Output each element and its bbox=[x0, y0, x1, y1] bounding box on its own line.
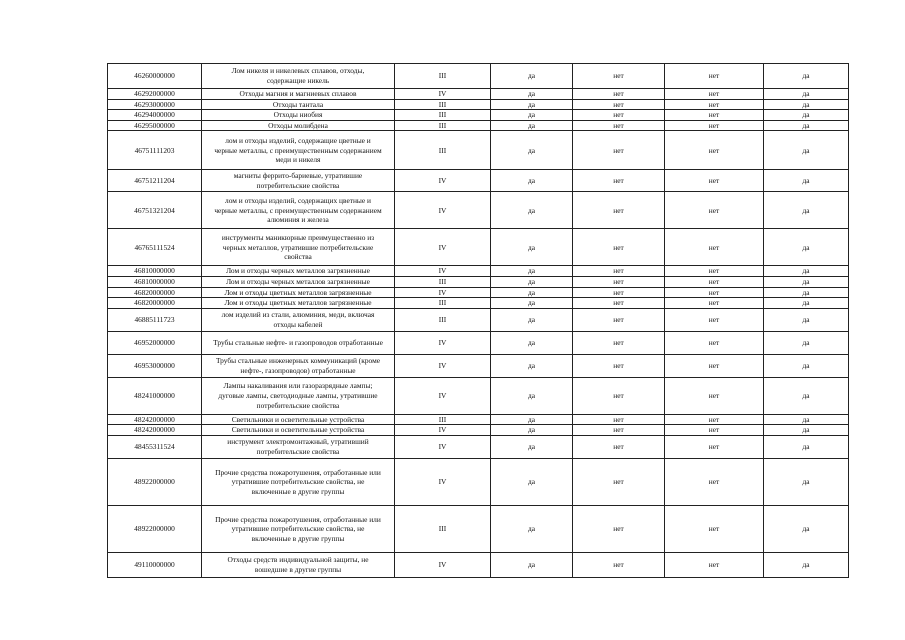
col4-cell: да bbox=[491, 64, 573, 89]
waste-code-cell: 46820000000 bbox=[108, 298, 202, 309]
waste-code-cell: 46751211204 bbox=[108, 170, 202, 192]
table-row bbox=[108, 425, 849, 436]
waste-code-cell: 46293000000 bbox=[108, 99, 202, 110]
col5-cell: нет bbox=[573, 458, 665, 505]
waste-name-cell: Лом и отходы цветных металлов загрязненные bbox=[202, 287, 395, 298]
hazard-class-cell: III bbox=[395, 99, 491, 110]
hazard-class-cell: III bbox=[395, 131, 491, 170]
col6-cell: нет bbox=[665, 266, 764, 277]
table-row bbox=[108, 99, 849, 110]
col6-cell: нет bbox=[665, 89, 764, 100]
col7-cell: да bbox=[764, 331, 849, 354]
waste-code-cell: 46820000000 bbox=[108, 287, 202, 298]
waste-name-cell: Светильники и осветительные устройства bbox=[202, 414, 395, 425]
hazard-class-cell: IV bbox=[395, 266, 491, 277]
col7-cell: да bbox=[764, 64, 849, 89]
waste-name-cell: Отходы тантала bbox=[202, 99, 395, 110]
col4-cell: да bbox=[491, 458, 573, 505]
col6-cell: нет bbox=[665, 99, 764, 110]
hazard-class-cell: IV bbox=[395, 89, 491, 100]
col5-cell: нет bbox=[573, 425, 665, 436]
col7-cell: да bbox=[764, 298, 849, 309]
col6-cell: нет bbox=[665, 192, 764, 229]
hazard-class-cell: III bbox=[395, 120, 491, 131]
waste-name-cell: Трубы стальные нефте- и газопроводов отработанные bbox=[202, 331, 395, 354]
waste-code-cell: 46810000000 bbox=[108, 276, 202, 287]
waste-code-cell: 48241000000 bbox=[108, 377, 202, 414]
col4-cell: да bbox=[491, 99, 573, 110]
col4-cell: да bbox=[491, 110, 573, 121]
col4-cell: да bbox=[491, 276, 573, 287]
col4-cell: да bbox=[491, 425, 573, 436]
table-row bbox=[108, 229, 849, 266]
col6-cell: нет bbox=[665, 552, 764, 577]
waste-code-cell: 46765111524 bbox=[108, 229, 202, 266]
waste-codes-table bbox=[107, 63, 849, 578]
col4-cell: да bbox=[491, 170, 573, 192]
waste-name-cell: Лом и отходы черных металлов загрязненные bbox=[202, 266, 395, 277]
col7-cell: да bbox=[764, 99, 849, 110]
col7-cell: да bbox=[764, 287, 849, 298]
table-row bbox=[108, 298, 849, 309]
col6-cell: нет bbox=[665, 458, 764, 505]
waste-name-cell: Лом никеля и никелевых сплавов, отходы, содержащие никель bbox=[202, 64, 395, 89]
hazard-class-cell: III bbox=[395, 110, 491, 121]
col7-cell: да bbox=[764, 120, 849, 131]
table-row bbox=[108, 120, 849, 131]
col5-cell: нет bbox=[573, 266, 665, 277]
col5-cell: нет bbox=[573, 64, 665, 89]
col7-cell: да bbox=[764, 435, 849, 458]
table-row bbox=[108, 131, 849, 170]
col5-cell: нет bbox=[573, 110, 665, 121]
waste-name-cell: Трубы стальные инженерных коммуникаций (кроме нефте-, газопроводов) отработанные bbox=[202, 354, 395, 377]
col4-cell: да bbox=[491, 377, 573, 414]
col7-cell: да bbox=[764, 229, 849, 266]
waste-name-cell: Отходы ниобия bbox=[202, 110, 395, 121]
waste-name-cell: лом и отходы изделий, содержащие цветные и черные металлы, с преимущественным содержанием меди и никеля bbox=[202, 131, 395, 170]
col4-cell: да bbox=[491, 266, 573, 277]
col6-cell: нет bbox=[665, 131, 764, 170]
col5-cell: нет bbox=[573, 120, 665, 131]
col7-cell: да bbox=[764, 458, 849, 505]
col7-cell: да bbox=[764, 377, 849, 414]
col7-cell: да bbox=[764, 276, 849, 287]
col7-cell: да bbox=[764, 425, 849, 436]
col4-cell: да bbox=[491, 131, 573, 170]
col5-cell: нет bbox=[573, 552, 665, 577]
col6-cell: нет bbox=[665, 229, 764, 266]
hazard-class-cell: IV bbox=[395, 435, 491, 458]
table-row bbox=[108, 89, 849, 100]
waste-code-cell: 48922000000 bbox=[108, 505, 202, 552]
waste-name-cell: Лом и отходы черных металлов загрязненные bbox=[202, 276, 395, 287]
col4-cell: да bbox=[491, 414, 573, 425]
col4-cell: да bbox=[491, 435, 573, 458]
col5-cell: нет bbox=[573, 229, 665, 266]
hazard-class-cell: IV bbox=[395, 552, 491, 577]
col5-cell: нет bbox=[573, 276, 665, 287]
col5-cell: нет bbox=[573, 435, 665, 458]
waste-code-cell: 49110000000 bbox=[108, 552, 202, 577]
hazard-class-cell: III bbox=[395, 414, 491, 425]
col4-cell: да bbox=[491, 229, 573, 266]
col7-cell: да bbox=[764, 414, 849, 425]
table-row bbox=[108, 377, 849, 414]
col6-cell: нет bbox=[665, 414, 764, 425]
hazard-class-cell: III bbox=[395, 308, 491, 331]
col4-cell: да bbox=[491, 505, 573, 552]
col4-cell: да bbox=[491, 331, 573, 354]
col7-cell: да bbox=[764, 192, 849, 229]
waste-code-cell: 46294000000 bbox=[108, 110, 202, 121]
waste-code-cell: 48922000000 bbox=[108, 458, 202, 505]
table-row bbox=[108, 435, 849, 458]
col4-cell: да bbox=[491, 120, 573, 131]
hazard-class-cell: IV bbox=[395, 170, 491, 192]
hazard-class-cell: III bbox=[395, 64, 491, 89]
waste-code-cell: 48242000000 bbox=[108, 414, 202, 425]
hazard-class-cell: IV bbox=[395, 287, 491, 298]
waste-name-cell: инструмент электромонтажный, утративший потребительские свойства bbox=[202, 435, 395, 458]
hazard-class-cell: III bbox=[395, 298, 491, 309]
waste-name-cell: Отходы молибдена bbox=[202, 120, 395, 131]
hazard-class-cell: III bbox=[395, 276, 491, 287]
col7-cell: да bbox=[764, 354, 849, 377]
col6-cell: нет bbox=[665, 505, 764, 552]
col6-cell: нет bbox=[665, 298, 764, 309]
col7-cell: да bbox=[764, 131, 849, 170]
waste-code-cell: 46751321204 bbox=[108, 192, 202, 229]
waste-name-cell: лом изделий из стали, алюминия, меди, включая отходы кабелей bbox=[202, 308, 395, 331]
table-row bbox=[108, 354, 849, 377]
col6-cell: нет bbox=[665, 354, 764, 377]
waste-name-cell: Отходы магния и магниевых сплавов bbox=[202, 89, 395, 100]
hazard-class-cell: III bbox=[395, 505, 491, 552]
table-row bbox=[108, 266, 849, 277]
col6-cell: нет bbox=[665, 64, 764, 89]
waste-name-cell: Прочие средства пожаротушения, отработанные или утратившие потребительские свойства, не включенные в другие группы bbox=[202, 505, 395, 552]
waste-name-cell: Лампы накаливания или газоразрядные лампы; дуговые лампы, светодиодные лампы, утратившие потребительские свойства bbox=[202, 377, 395, 414]
waste-name-cell: Прочие средства пожаротушения, отработанные или утратившие потребительские свойства, не включенные в другие группы bbox=[202, 458, 395, 505]
hazard-class-cell: IV bbox=[395, 331, 491, 354]
col4-cell: да bbox=[491, 298, 573, 309]
table-row bbox=[108, 64, 849, 89]
col4-cell: да bbox=[491, 287, 573, 298]
col6-cell: нет bbox=[665, 331, 764, 354]
waste-name-cell: лом и отходы изделий, содержащих цветные и черные металлы, с преимущественным содержанием алюминия и железа bbox=[202, 192, 395, 229]
col4-cell: да bbox=[491, 192, 573, 229]
col7-cell: да bbox=[764, 308, 849, 331]
waste-name-cell: Светильники и осветительные устройства bbox=[202, 425, 395, 436]
col6-cell: нет bbox=[665, 120, 764, 131]
col6-cell: нет bbox=[665, 287, 764, 298]
col5-cell: нет bbox=[573, 331, 665, 354]
col5-cell: нет bbox=[573, 170, 665, 192]
hazard-class-cell: IV bbox=[395, 425, 491, 436]
col5-cell: нет bbox=[573, 414, 665, 425]
col4-cell: да bbox=[491, 308, 573, 331]
col7-cell: да bbox=[764, 505, 849, 552]
col6-cell: нет bbox=[665, 377, 764, 414]
table-row bbox=[108, 308, 849, 331]
col7-cell: да bbox=[764, 89, 849, 100]
col5-cell: нет bbox=[573, 89, 665, 100]
col7-cell: да bbox=[764, 110, 849, 121]
col6-cell: нет bbox=[665, 435, 764, 458]
waste-code-cell: 46952000000 bbox=[108, 331, 202, 354]
hazard-class-cell: IV bbox=[395, 377, 491, 414]
waste-code-cell: 46295000000 bbox=[108, 120, 202, 131]
waste-code-cell: 46953000000 bbox=[108, 354, 202, 377]
col6-cell: нет bbox=[665, 276, 764, 287]
col5-cell: нет bbox=[573, 192, 665, 229]
waste-code-cell: 48242000000 bbox=[108, 425, 202, 436]
col5-cell: нет bbox=[573, 377, 665, 414]
waste-name-cell: магниты феррито-бариевые, утратившие потребительские свойства bbox=[202, 170, 395, 192]
table-row bbox=[108, 331, 849, 354]
table-row bbox=[108, 287, 849, 298]
col5-cell: нет bbox=[573, 308, 665, 331]
col5-cell: нет bbox=[573, 505, 665, 552]
waste-code-cell: 46260000000 bbox=[108, 64, 202, 89]
table-row bbox=[108, 505, 849, 552]
waste-code-cell: 46751111203 bbox=[108, 131, 202, 170]
col4-cell: да bbox=[491, 89, 573, 100]
table-row bbox=[108, 458, 849, 505]
col7-cell: да bbox=[764, 552, 849, 577]
waste-name-cell: инструменты маникюрные преимущественно из черных металлов, утратившие потребительские свойства bbox=[202, 229, 395, 266]
table-row bbox=[108, 414, 849, 425]
waste-code-cell: 46292000000 bbox=[108, 89, 202, 100]
col5-cell: нет bbox=[573, 298, 665, 309]
hazard-class-cell: IV bbox=[395, 458, 491, 505]
col7-cell: да bbox=[764, 266, 849, 277]
col5-cell: нет bbox=[573, 99, 665, 110]
col5-cell: нет bbox=[573, 287, 665, 298]
hazard-class-cell: IV bbox=[395, 229, 491, 266]
waste-name-cell: Отходы средств индивидуальной защиты, не вошедшие в другие группы bbox=[202, 552, 395, 577]
table-row bbox=[108, 192, 849, 229]
col5-cell: нет bbox=[573, 131, 665, 170]
col6-cell: нет bbox=[665, 308, 764, 331]
hazard-class-cell: IV bbox=[395, 354, 491, 377]
col4-cell: да bbox=[491, 552, 573, 577]
table-row bbox=[108, 552, 849, 577]
col7-cell: да bbox=[764, 170, 849, 192]
waste-code-cell: 48455311524 bbox=[108, 435, 202, 458]
waste-code-cell: 46885111723 bbox=[108, 308, 202, 331]
col6-cell: нет bbox=[665, 425, 764, 436]
waste-name-cell: Лом и отходы цветных металлов загрязненные bbox=[202, 298, 395, 309]
hazard-class-cell: IV bbox=[395, 192, 491, 229]
waste-code-cell: 46810000000 bbox=[108, 266, 202, 277]
col6-cell: нет bbox=[665, 170, 764, 192]
table-row bbox=[108, 276, 849, 287]
table-row bbox=[108, 110, 849, 121]
col4-cell: да bbox=[491, 354, 573, 377]
table-row bbox=[108, 170, 849, 192]
col5-cell: нет bbox=[573, 354, 665, 377]
col6-cell: нет bbox=[665, 110, 764, 121]
